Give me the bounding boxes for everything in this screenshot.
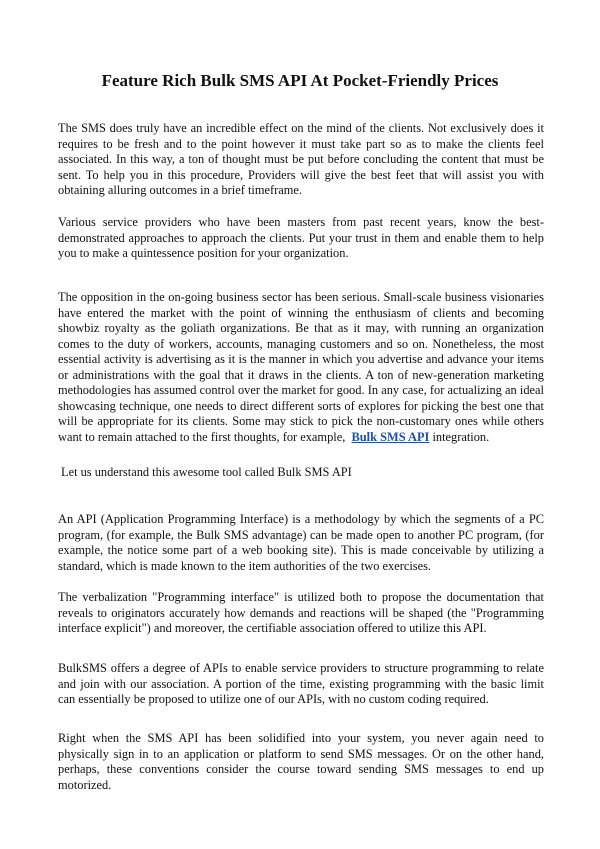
market-opposition-text: The opposition in the on-going business sector has been serious. Small-scale business visionaries have entered the market with the point of winning the enthusiasm of clients and becoming showbiz royalty as the goliath organizations. Be that as it may, with running an organization comes to the duty of workers, accounts, managing customers and so on. Nonetheless, the most essential activity is advertising as it is the manner in which you advertise and advance your items or administrations with the goal that it draws in the clients. A ton of new-generation marketing methodologies has assumed control over the market for good. In any case, for actualizing an ideal showcasing technique, one needs to direct different sorts of explores for picking the best one that will be appropriate for its clients. Some may stick to pick the non-customary ones while others want to remain attached to the first thoughts, for example, [58, 290, 544, 444]
intro-paragraph: The SMS does truly have an incredible effect on the mind of the clients. Not exclusively does it requires to be fresh and to the point however it must take part so as to make the clients feel associated. In this way, a ton of thought must be put before concluding the content that must be sent. To help you in this procedure, Providers will give the best feet that will assist you with obtaining alluring outcomes in a brief timeframe. [58, 121, 544, 197]
programming-interface-paragraph: The verbalization "Programming interface" is utilized both to propose the documentation that reveals to originators accurately how demands and reactions will be shaped (the "Programming interface explicit") and moreover, the certifiable association offered to utilize this API. [58, 590, 544, 635]
bulksms-apis-paragraph: BulkSMS offers a degree of APIs to enable service providers to structure programming to relate and join with our association. A portion of the time, existing programming with the basic limit can essentially be proposed to utilize one of our APIs, with no custom coding required. [58, 661, 544, 706]
sms-api-system-paragraph: Right when the SMS API has been solidified into your system, you never again need to physically sign in to an application or platform to send SMS messages. Or on the other hand, perhaps, these conventions consider the course toward sending SMS messages to end up motorized. [58, 731, 544, 792]
market-opposition-text-end: integration. [429, 429, 490, 444]
bulk-sms-api-link[interactable]: Bulk SMS API [351, 429, 430, 444]
section-heading: Let us understand this awesome tool called Bulk SMS API [61, 465, 352, 479]
service-providers-paragraph: Various service providers who have been masters from past recent years, know the best-demonstrated approaches to approach the clients. Put your trust in them and enable them to help you to make a quintessence position for your organization. [58, 215, 544, 260]
api-definition-paragraph: An API (Application Programming Interface) is a methodology by which the segments of a PC program, (for example, the Bulk SMS advantage) can be made open to another PC program, (for example, the notice some part of a web booking site). This is made conceivable by utilizing a standard, which is made known to the item authorities of the two exercises. [58, 512, 544, 573]
page-title: Feature Rich Bulk SMS API At Pocket-Friendly Prices [101, 71, 499, 90]
market-opposition-paragraph [58, 290, 544, 445]
